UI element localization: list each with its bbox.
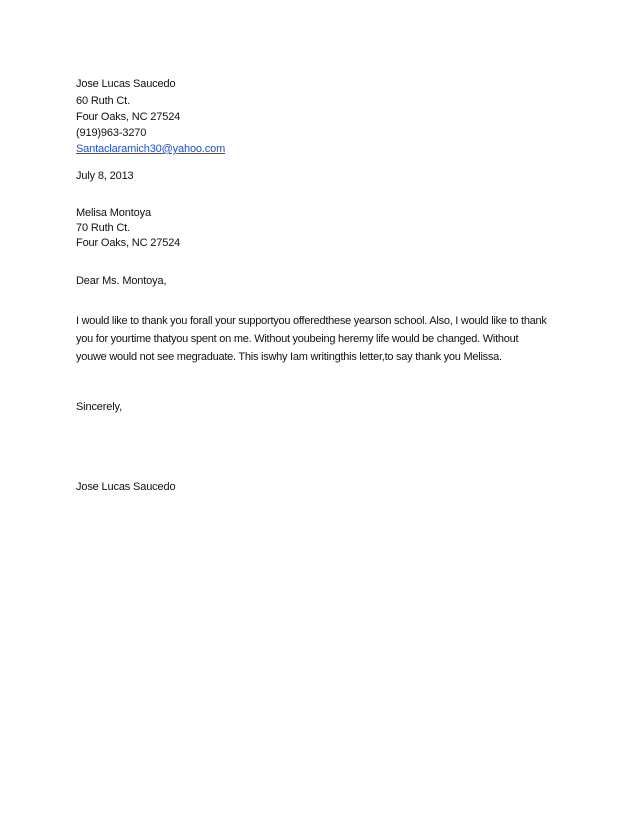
body-line-2: you for yourtime thatyou spent on me. Without youbeing heremy life would be changed. Without	[76, 333, 519, 345]
sender-street: 60 Ruth Ct.	[76, 95, 130, 107]
sender-city-state-zip: Four Oaks, NC 27524	[76, 111, 181, 123]
recipient-name: Melisa Montoya	[76, 207, 151, 219]
sender-email-link[interactable]: Santaclaramich30@yahoo.com	[76, 143, 226, 155]
sender-phone: (919)963-3270	[76, 127, 147, 139]
recipient-street: 70 Ruth Ct.	[76, 222, 130, 234]
body-line-1: I would like to thank you forall your supportyou offeredthese yearson school. Also, I would like to thank	[76, 315, 547, 327]
sender-name: Jose Lucas Saucedo	[76, 78, 176, 90]
salutation: Dear Ms. Montoya,	[76, 275, 167, 287]
recipient-city-state-zip: Four Oaks, NC 27524	[76, 237, 181, 249]
closing: Sincerely,	[76, 401, 122, 413]
signature-name: Jose Lucas Saucedo	[76, 481, 176, 493]
letter-date: July 8, 2013	[76, 170, 134, 182]
body-line-3: youwe would not see megraduate. This iswhy Iam writingthis letter,to say thank you Melissa.	[76, 351, 502, 363]
